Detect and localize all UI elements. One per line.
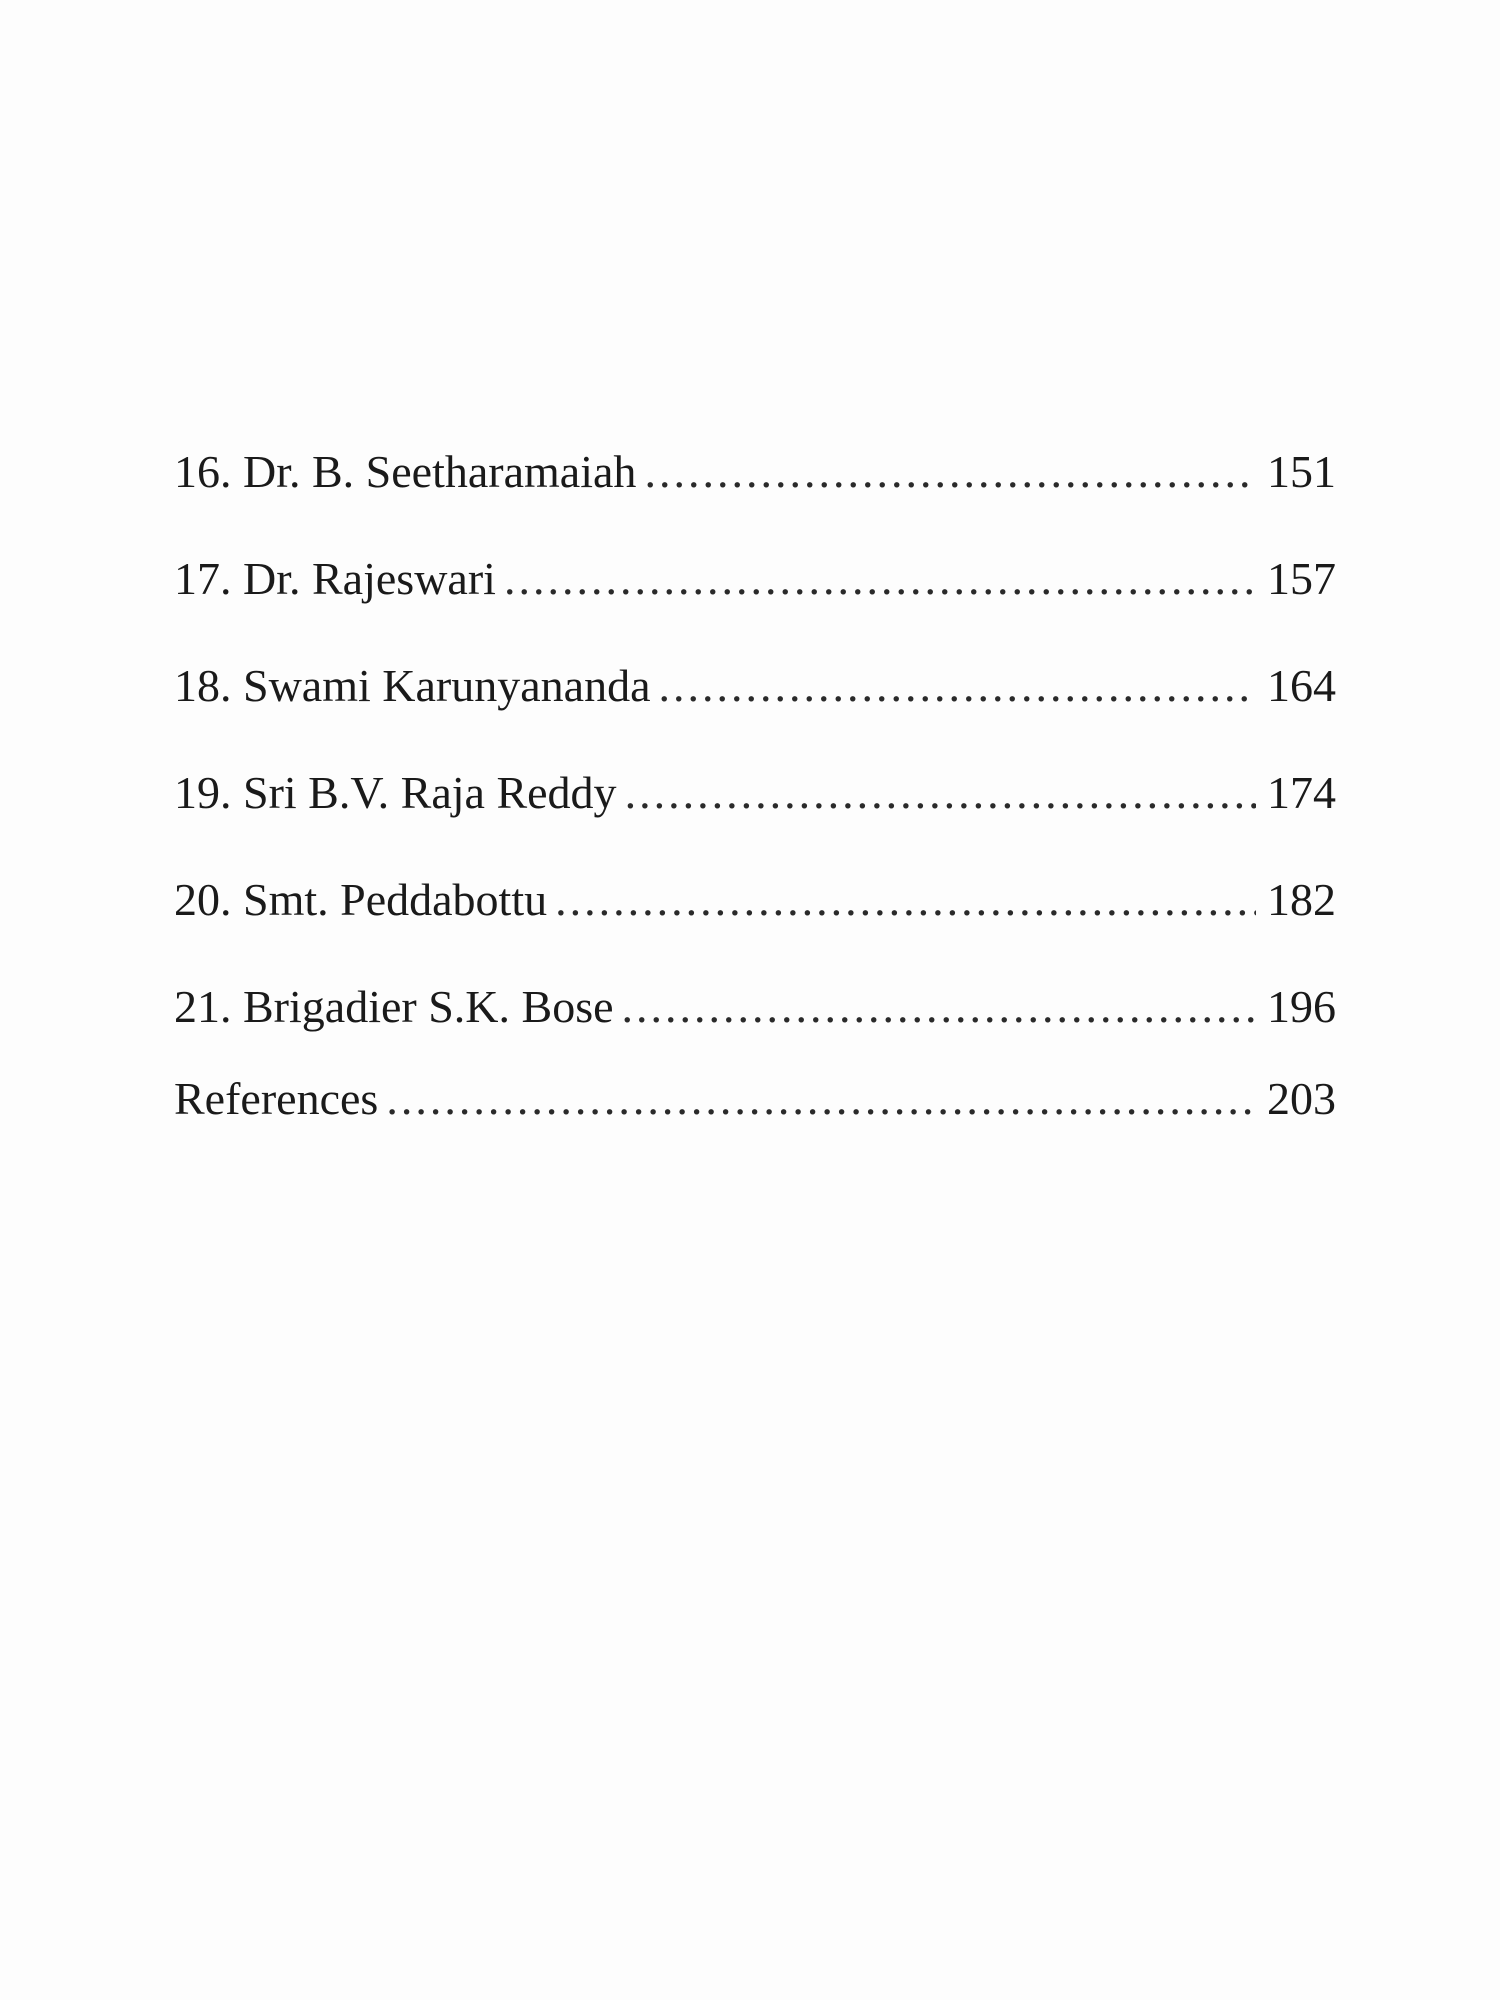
toc-entry — [174, 766, 1336, 873]
dot-leader — [504, 552, 1256, 605]
toc-entry — [174, 659, 1336, 766]
dot-leader — [659, 659, 1257, 712]
toc-entry-title: 18. Swami Karunyananda — [174, 660, 651, 711]
dot-leader — [625, 766, 1256, 819]
toc-entry-title: 16. Dr. B. Seetharamaiah — [174, 446, 637, 497]
toc-entry-page-number: 196 — [1267, 981, 1336, 1032]
toc-entry — [174, 980, 1336, 1072]
toc-entry — [174, 552, 1336, 659]
toc-entry-title: References — [174, 1073, 379, 1124]
toc-entry-references — [174, 1072, 1336, 1179]
toc-entry-title: 19. Sri B.V. Raja Reddy — [174, 767, 617, 818]
toc-entry-page-number: 164 — [1267, 660, 1336, 711]
toc-entry — [174, 445, 1336, 552]
dot-leader — [386, 1072, 1256, 1125]
toc-entry-title: 20. Smt. Peddabottu — [174, 874, 548, 925]
dot-leader — [555, 873, 1256, 926]
toc-entry-page-number: 182 — [1267, 874, 1336, 925]
dot-leader — [622, 980, 1256, 1033]
toc-entry — [174, 873, 1336, 980]
dot-leader — [644, 445, 1256, 498]
toc-entry-page-number: 174 — [1267, 767, 1336, 818]
table-of-contents — [174, 445, 1336, 1179]
toc-entry-title: 21. Brigadier S.K. Bose — [174, 981, 614, 1032]
toc-entry-page-number: 157 — [1267, 553, 1336, 604]
toc-entry-page-number: 151 — [1267, 446, 1336, 497]
toc-entry-title: 17. Dr. Rajeswari — [174, 553, 496, 604]
toc-entry-page-number: 203 — [1267, 1073, 1336, 1124]
